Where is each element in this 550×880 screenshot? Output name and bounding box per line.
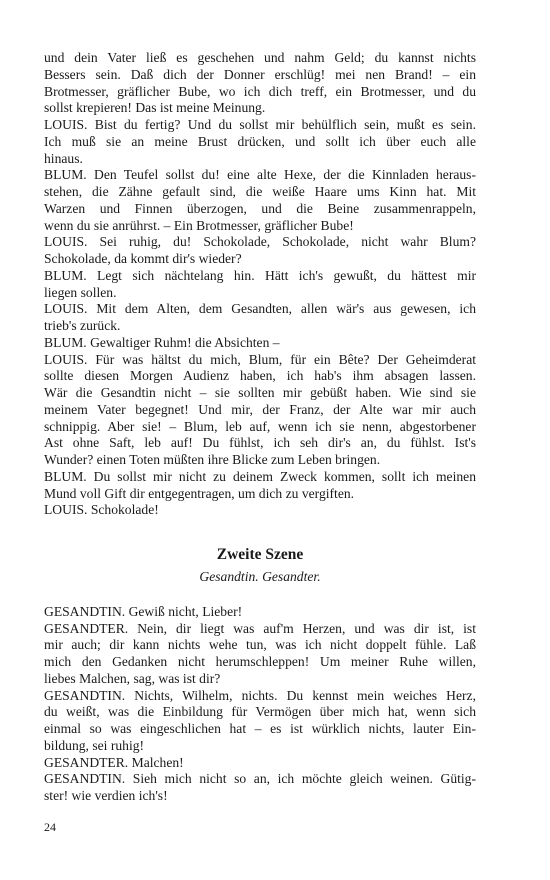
dialogue-paragraph xyxy=(44,301,476,335)
text-line: GESANDTIN. Sieh mich nicht so an, ich möchte gleich weinen. Gütig- xyxy=(44,771,476,787)
text-line: Mund voll Gift dir entgegentragen, um dich zu vergiften. xyxy=(44,485,355,501)
text-line: trieb's zurück. xyxy=(44,318,121,333)
dialogue-paragraph xyxy=(44,688,476,755)
text-line: Wär die Gesandtin nicht – sie sollten mir gebüßt haben. Wie sind sie xyxy=(44,385,476,400)
text-line: BLUM. Du sollst mir nicht zu deinem Zweck kommen, sollt ich meinen xyxy=(44,468,476,484)
text-line: schnippig. Aber sie! – Blum, leb auf, wenn ich sie nenn, abgestorbener xyxy=(44,418,476,434)
text-line: Ast ohne Saft, leb auf! Du fühlst, ich seh dir's an, du fühlst. Ist's xyxy=(44,435,476,451)
dialogue-paragraph xyxy=(44,234,476,268)
scene-cast: Gesandtin. Gesandter. xyxy=(199,569,321,584)
text-line: LOUIS. Bist du fertig? Und du sollst mir behülflich sein, mußt es sein. xyxy=(44,117,476,132)
dialogue-paragraph xyxy=(44,335,476,352)
text-line: GESANDTIN. Gewiß nicht, Lieber! xyxy=(44,603,243,619)
scene-heading: Zweite Szene xyxy=(216,546,304,563)
text-line: liebes Malchen, sag, was ist dir? xyxy=(44,670,221,686)
text-line: BLUM. Den Teufel sollst du! eine alte Hexe, der die Kinnladen heraus- xyxy=(44,167,476,183)
text-line: LOUIS. Schokolade! xyxy=(44,502,159,518)
text-line: GESANDTIN. Nichts, Wilhelm, nichts. Du kennst mein weiches Herz, xyxy=(44,687,476,703)
text-line: LOUIS. Sei ruhig, du! Schokolade, Schokolade, nicht wahr Blum? xyxy=(44,234,476,250)
text-line: Brotmesser, gräflicher Bube, wo ich dich treff, ein Brotmesser, und du xyxy=(44,83,476,99)
text-line: LOUIS. Mit dem Alten, dem Gesandten, allen wär's aus gewesen, ich xyxy=(44,301,476,317)
text-line: und dein Vater ließ es geschehen und nahm Geld; du kannst nichts xyxy=(44,50,476,65)
dialogue-part-1 xyxy=(44,50,476,519)
text-line: sollte diesen Morgen Audienz haben, ich hab's ihm absagen lassen. xyxy=(44,368,476,384)
text-line: einmal so was eingeschlichen hat – es ist würklich nichts, lauter Ein- xyxy=(44,721,476,736)
text-line: Warzen und Finnen überzogen, und die Beine zusammenrappeln, xyxy=(44,200,476,216)
text-line: Schokolade, da kommt dir's wieder? xyxy=(44,251,242,266)
text-line: sollst krepieren! Das ist meine Meinung. xyxy=(44,100,266,116)
text-line: LOUIS. Für was hältst du mich, Blum, für ein Bête? Der Geheimderat xyxy=(44,351,476,367)
text-line: mir auch; dir kann nichts wehe tun, was ich nicht doppelt fühle. Laß xyxy=(44,637,476,653)
text-line: Bessers sein. Daß dich der Donner erschlüg! mei nen Brand! – ein xyxy=(44,66,476,82)
dialogue-part-2 xyxy=(44,604,476,805)
dialogue-paragraph xyxy=(44,755,476,772)
text-line: GESANDTER. Nein, dir liegt was auf'm Herzen, und was dir ist, ist xyxy=(44,620,476,636)
dialogue-paragraph xyxy=(44,604,476,621)
text-line: wenn du sie anrührst. – Ein Brotmesser, gräflicher Bube! xyxy=(44,217,354,233)
dialogue-paragraph xyxy=(44,771,476,805)
dialogue-paragraph xyxy=(44,268,476,302)
text-line: GESANDTER. Malchen! xyxy=(44,754,184,770)
dialogue-paragraph xyxy=(44,621,476,688)
text-line: BLUM. Gewaltiger Ruhm! die Absichten – xyxy=(44,334,280,350)
text-line: Ich muß sie an meine Brust drücken, und sollt ich über euch alle xyxy=(44,133,476,149)
dialogue-paragraph xyxy=(44,117,476,167)
text-line: meinem Vater begegnet! Und mir, der Franz, der Alte war mir auch xyxy=(44,401,476,417)
dialogue-paragraph xyxy=(44,167,476,234)
text-line: bildung, sei ruhig! xyxy=(44,737,145,753)
dialogue-paragraph xyxy=(44,502,476,519)
text-line: stehen, die Zähne gefault sind, die weiße Haare ums Kinn hat. Mit xyxy=(44,184,476,199)
text-line: BLUM. Legt sich nächtelang hin. Hätt ich's gewußt, du hättest mir xyxy=(44,267,476,283)
text-line: liegen sollen. xyxy=(44,284,117,300)
dialogue-paragraph xyxy=(44,50,476,117)
page-number: 24 xyxy=(44,820,56,834)
text-line: Wunder? einen Toten müßten ihre Blicke zum Leben bringen. xyxy=(44,452,381,467)
text-line: hinaus. xyxy=(44,150,83,166)
text-line: ster! wie verdien ich's! xyxy=(44,788,168,803)
text-line: mich den Gedanken nicht herumschleppen! Um meiner Ruhe willen, xyxy=(44,654,476,669)
text-line: du weißt, was die Einbildung für Vermögen über mich hat, wenn sich xyxy=(44,704,476,720)
page-body xyxy=(44,50,476,805)
dialogue-paragraph xyxy=(44,469,476,503)
dialogue-paragraph xyxy=(44,352,476,469)
